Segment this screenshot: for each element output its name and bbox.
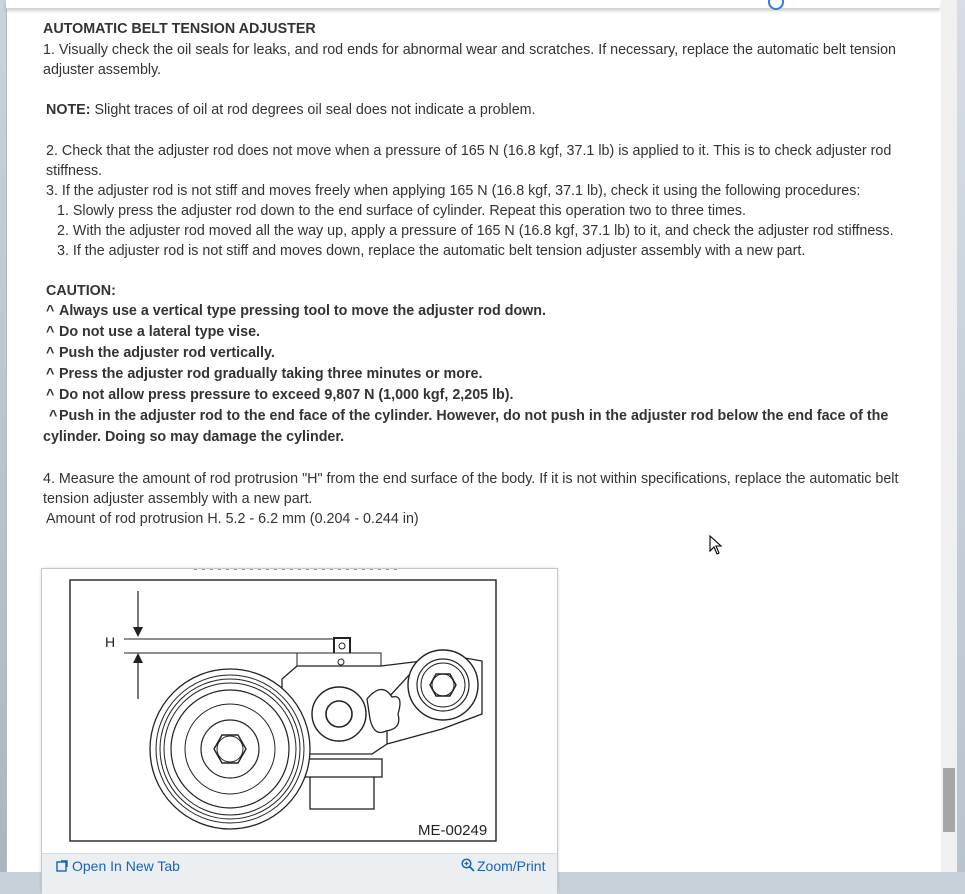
caution-item: ^ Push the adjuster rod vertically.: [46, 345, 275, 361]
header-icon[interactable]: [768, 0, 784, 10]
caution-item: ^ Do not allow press pressure to exceed 9,807 N (1,000 kgf, 2,205 lb).: [46, 387, 514, 403]
step-1: 1. Visually check the oil seals for leaks, and rod ends for abnormal wear and scratches. If necessary, replace the automatic belt tension adjuster assembly.: [43, 42, 896, 78]
sub-step-1: 1. Slowly press the adjuster rod down to the end surface of cylinder. Repeat this operation two to three times.: [57, 203, 747, 219]
sub-step-2: 2. With the adjuster rod moved all the way up, apply a pressure of 165 N (16.8 kgf, 37.1 lb) to it, and check the adjuster rod stiffness.: [57, 223, 894, 239]
tensioner-diagram[interactable]: [42, 569, 557, 853]
section-title: AUTOMATIC BELT TENSION ADJUSTER: [43, 21, 316, 37]
figure-card: [41, 568, 558, 890]
note-label: NOTE:: [46, 102, 91, 118]
window-right-edge: [957, 0, 965, 872]
caution-list: [43, 301, 928, 448]
caution-item: ^ Press the adjuster rod gradually taking three minutes or more.: [46, 366, 483, 382]
new-tab-icon: [56, 860, 68, 872]
header-bar-edge: [6, 0, 940, 9]
zoom-print-link[interactable]: Zoom/Print: [461, 858, 545, 874]
open-new-tab-link[interactable]: Open In New Tab: [56, 858, 180, 874]
figure-footer: [42, 853, 557, 894]
spec-text: Amount of rod protrusion H. 5.2 - 6.2 mm (0.204 - 0.244 in): [46, 511, 419, 527]
zoom-icon: [461, 858, 475, 872]
step-2: 2. Check that the adjuster rod does not move when a pressure of 165 N (16.8 kgf, 37.1 lb) is applied to it. This is to check adjuster rod stiffness.: [46, 143, 892, 179]
vertical-scrollbar[interactable]: [941, 0, 957, 872]
step-4: 4. Measure the amount of rod protrusion "H" from the end surface of the body. If it is not within specifications, replace the automatic belt tension adjuster assembly with a new part.: [43, 471, 899, 507]
caution-label: CAUTION:: [46, 283, 116, 299]
caution-item: ^ Push in the adjuster rod to the end face of the cylinder. However, do not push in the adjuster rod below the end face of the cylinder. Doing so may damage the cylinder.: [43, 408, 889, 445]
note-text: Slight traces of oil at rod degrees oil seal does not indicate a problem.: [90, 102, 536, 118]
caution-item: ^ Always use a vertical type pressing tool to move the adjuster rod down.: [46, 303, 547, 319]
step-3: 3. If the adjuster rod is not stiff and moves freely when applying 165 N (16.8 kgf, 37.1 lb), check it using the following procedures:: [46, 183, 861, 199]
sub-step-3: 3. If the adjuster rod is not stiff and moves down, replace the automatic belt tension adjuster assembly with a new part.: [57, 243, 806, 259]
dimension-h-label: H: [105, 634, 116, 650]
figure-code: ME-00249: [418, 822, 488, 839]
mouse-cursor-icon: [709, 535, 723, 555]
note: [43, 100, 931, 120]
scrollbar-thumb[interactable]: [943, 768, 955, 832]
caution-item: ^ Do not use a lateral type vise.: [46, 324, 261, 340]
